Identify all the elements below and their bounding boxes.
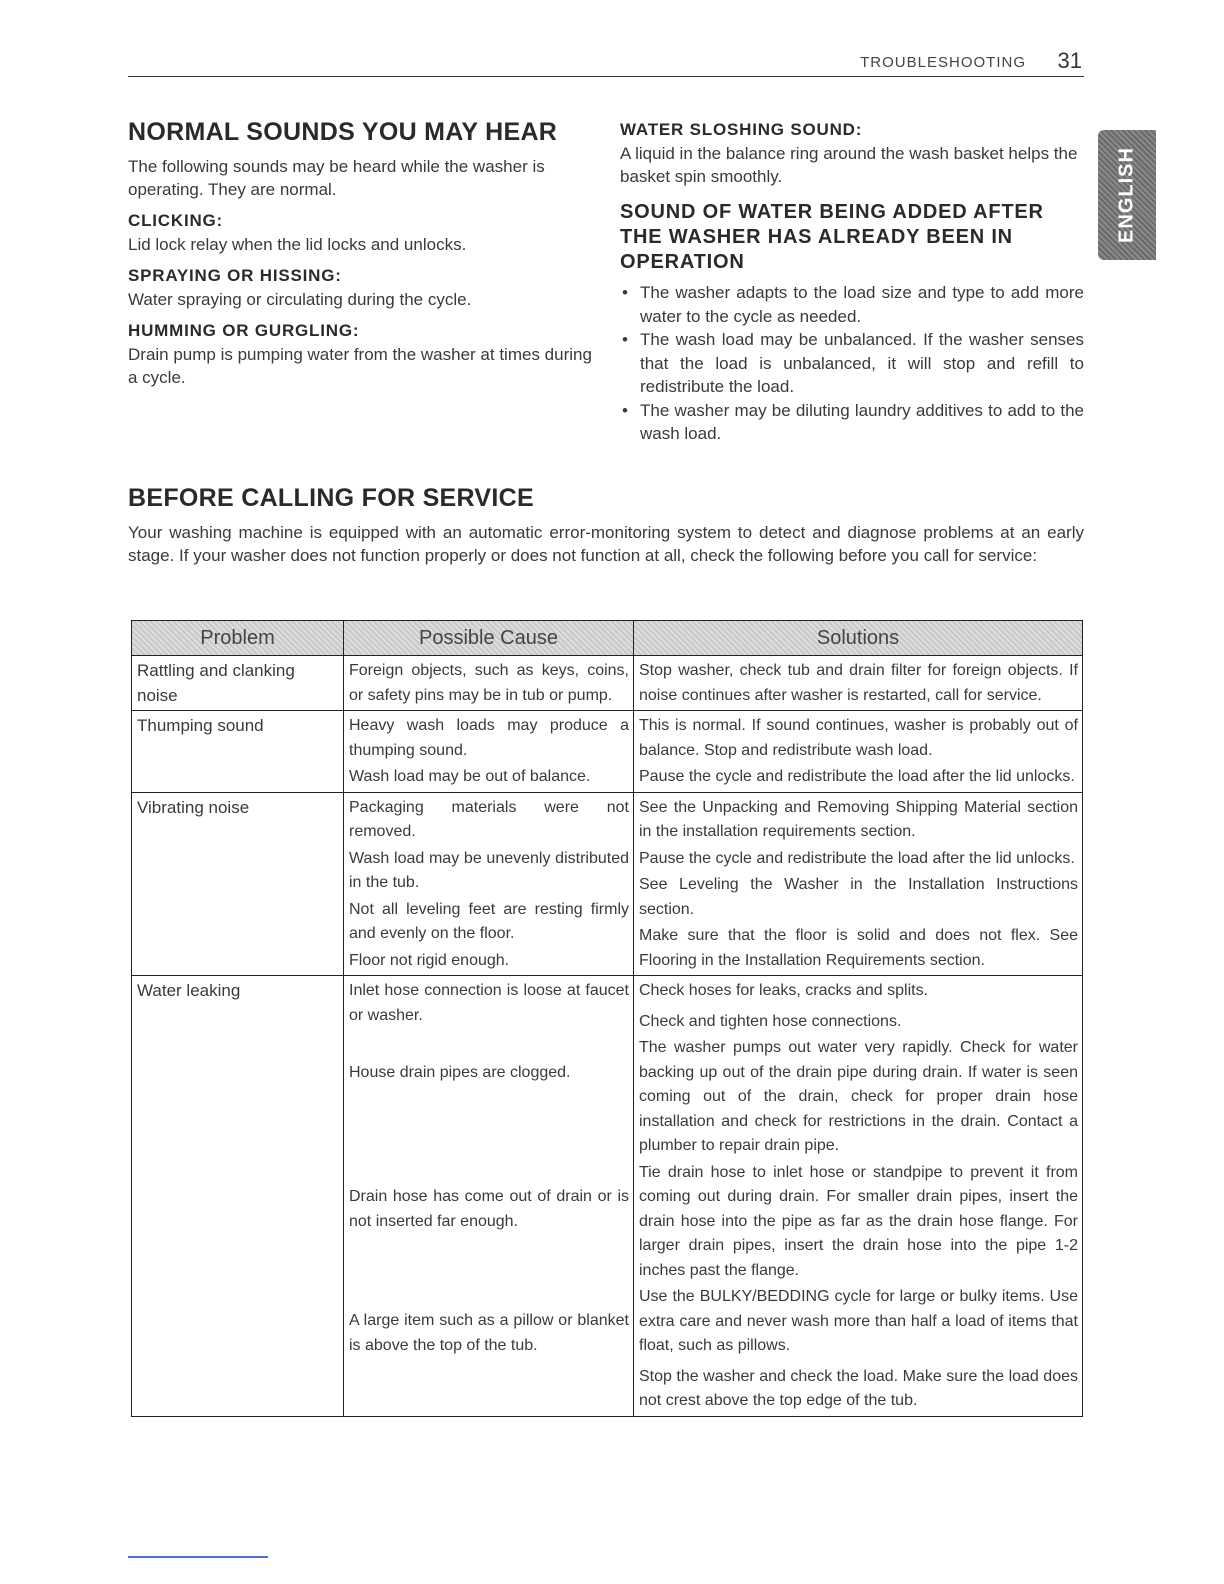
before-service-title: BEFORE CALLING FOR SERVICE xyxy=(128,484,534,512)
table-row xyxy=(132,792,1083,976)
spraying-text: Water spraying or circulating during the cycle. xyxy=(128,290,472,309)
humming-heading: HUMMING OR GURGLING: xyxy=(128,321,360,340)
page-number: 31 xyxy=(1057,48,1082,73)
water-added-heading: SOUND OF WATER BEING ADDED AFTER THE WASHER HAS ALREADY BEEN IN OPERATION xyxy=(620,201,1044,273)
clicking-text: Lid lock relay when the lid locks and unlocks. xyxy=(128,235,467,254)
cause-item: Drain hose has come out of drain or is not inserted far enough. xyxy=(349,1188,629,1230)
solution-item: Check and tighten hose connections. xyxy=(639,1012,902,1030)
cause-cell xyxy=(344,976,634,1417)
before-service-intro: Your washing machine is equipped with an automatic error-monitoring system to detect and diagnose problems at an early stage. If your washer does not function properly or does not function at all, check the following before you call for service: xyxy=(128,523,1084,565)
cause-cell xyxy=(344,792,634,976)
normal-sounds-title: NORMAL SOUNDS YOU MAY HEAR xyxy=(128,118,558,146)
normal-sounds-intro: The following sounds may be heard while the washer is operating. They are normal. xyxy=(128,157,545,199)
cause-item: Wash load may be out of balance. xyxy=(349,768,591,785)
normal-sounds-left-column xyxy=(128,118,598,389)
solution-item: See the Unpacking and Removing Shipping Material section in the installation requirements section. xyxy=(639,798,1078,840)
section-title: TROUBLESHOOTING xyxy=(860,54,1026,71)
problem-cell: Thumping sound xyxy=(132,711,344,793)
cause-item: Floor not rigid enough. xyxy=(349,951,510,969)
list-item: • The washer may be diluting laundry additives to add to the wash load. xyxy=(620,399,1084,446)
solution-cell xyxy=(634,656,1083,711)
cause-item: Inlet hose connection is loose at faucet or washer. xyxy=(349,982,629,1024)
header-solutions: Solutions xyxy=(634,621,1083,656)
language-tab-label: ENGLISH xyxy=(1115,147,1138,243)
table-header-row xyxy=(132,621,1083,656)
before-service-section xyxy=(128,484,1084,567)
troubleshooting-table xyxy=(131,620,1083,1417)
solution-item: See Leveling the Washer in the Installation Instructions section. xyxy=(639,876,1078,918)
footer-line xyxy=(128,1556,268,1558)
header-possible-cause: Possible Cause xyxy=(344,621,634,656)
solution-item: Stop the washer and check the load. Make sure the load does not crest above the top edge of the tub. xyxy=(639,1367,1078,1409)
solution-item: Pause the cycle and redistribute the load after the lid unlocks. xyxy=(639,849,1075,867)
language-tab xyxy=(1098,130,1156,260)
cause-cell xyxy=(344,711,634,793)
solution-item: This is normal. If sound continues, washer is probably out of balance. Stop and redistribute wash load. xyxy=(639,717,1078,759)
cause-item: Packaging materials were not removed. xyxy=(349,798,629,840)
list-item: • The washer adapts to the load size and type to add more water to the cycle as needed. xyxy=(620,281,1084,328)
problem-cell: Vibrating noise xyxy=(132,792,344,976)
solution-cell xyxy=(634,711,1083,793)
sloshing-text: A liquid in the balance ring around the wash basket helps the basket spin smoothly. xyxy=(620,144,1078,186)
sloshing-heading: WATER SLOSHING SOUND: xyxy=(620,120,863,139)
problem-cell: Water leaking xyxy=(132,976,344,1417)
solution-item: Use the BULKY/BEDDING cycle for large or bulky items. Use extra care and never wash more than half a load of items that float, such as pillows. xyxy=(639,1288,1078,1354)
table-row xyxy=(132,976,1083,1417)
solution-cell xyxy=(634,976,1083,1417)
cause-item: Heavy wash loads may produce a thumping sound. xyxy=(349,717,629,759)
header-problem: Problem xyxy=(132,621,344,656)
solution-cell xyxy=(634,792,1083,976)
solution-item: Make sure that the floor is solid and does not flex. See Flooring in the Installation Requirements section. xyxy=(639,927,1078,969)
cause-item: Foreign objects, such as keys, coins, or safety pins may be in tub or pump. xyxy=(349,662,629,704)
list-item: • The wash load may be unbalanced. If the washer senses that the load is unbalanced, it will stop and refill to redistribute the load. xyxy=(620,328,1084,399)
humming-text: Drain pump is pumping water from the washer at times during a cycle. xyxy=(128,345,592,387)
cause-cell xyxy=(344,656,634,711)
solution-item: Tie drain hose to inlet hose or standpipe to prevent it from coming out during drain. For smaller drain pipes, insert the drain hose into the pipe as far as the drain hose flange. For larger drain pipes, insert the drain hose into the pipe 1-2 inches past the flange. xyxy=(639,1163,1078,1279)
cause-item: House drain pipes are clogged. xyxy=(349,1064,571,1081)
cause-item: A large item such as a pillow or blanket is above the top of the tub. xyxy=(349,1312,629,1354)
solution-item: Check hoses for leaks, cracks and splits. xyxy=(639,982,929,999)
clicking-heading: CLICKING: xyxy=(128,211,224,230)
solution-item: The washer pumps out water very rapidly. Check for water backing up out of the drain pipe during drain. If water is seen coming out of the drain, check for proper drain hose installation and check for restrictions in the drain. Contact a plumber to repair drain pipe. xyxy=(639,1039,1078,1154)
spraying-heading: SPRAYING OR HISSING: xyxy=(128,266,342,285)
page-header xyxy=(128,46,1084,77)
problem-cell: Rattling and clanking noise xyxy=(132,656,344,711)
solution-item: Stop washer, check tub and drain filter for foreign objects. If noise continues after washer is restarted, call for service. xyxy=(639,662,1078,704)
water-added-list xyxy=(620,281,1084,446)
table-row xyxy=(132,656,1083,711)
table-row xyxy=(132,711,1083,793)
cause-item: Not all leveling feet are resting firmly and evenly on the floor. xyxy=(349,900,629,942)
cause-item: Wash load may be unevenly distributed in the tub. xyxy=(349,849,629,891)
normal-sounds-right-column xyxy=(620,118,1084,446)
solution-item: Pause the cycle and redistribute the load after the lid unlocks. xyxy=(639,768,1075,785)
